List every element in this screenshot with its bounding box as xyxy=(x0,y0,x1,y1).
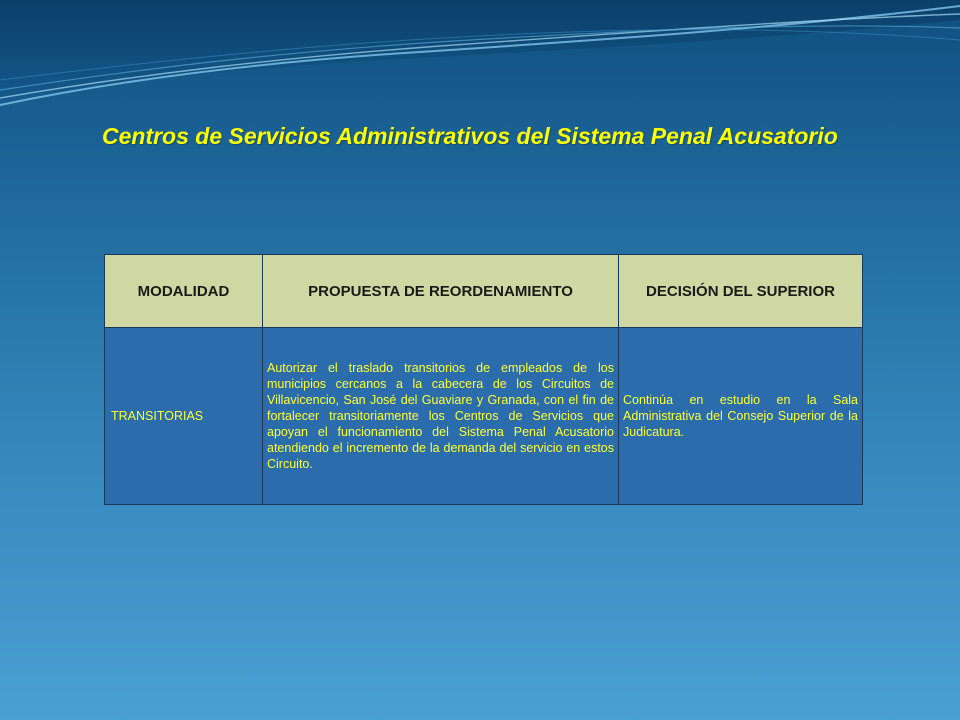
cell-decision: Continúa en estudio en la Sala Administrativa del Consejo Superior de la Judicatura. xyxy=(619,328,863,505)
header-modalidad: MODALIDAD xyxy=(105,255,263,328)
cell-modalidad: TRANSITORIAS xyxy=(105,328,263,505)
cell-propuesta: Autorizar el traslado transitorios de empleados de los municipios cercanos a la cabecera de los Circuitos de Villavicencio, San José del Guaviare y Granada, con el fin de fortalecer transitoriamente los Centros de Servicios que apoyan el funcionamiento del Sistema Penal Acusatorio atendiendo el incremento de la demanda del servicio en estos Circuito. xyxy=(263,328,619,505)
header-propuesta: PROPUESTA DE REORDENAMIENTO xyxy=(263,255,619,328)
header-wave-decoration xyxy=(0,0,960,120)
header-decision: DECISIÓN DEL SUPERIOR xyxy=(619,255,863,328)
page-title: Centros de Servicios Administrativos del Sistema Penal Acusatorio xyxy=(102,123,838,149)
data-table xyxy=(104,254,863,505)
table-header-row xyxy=(105,255,863,328)
table-row xyxy=(105,328,863,505)
reorganization-table xyxy=(104,254,862,505)
